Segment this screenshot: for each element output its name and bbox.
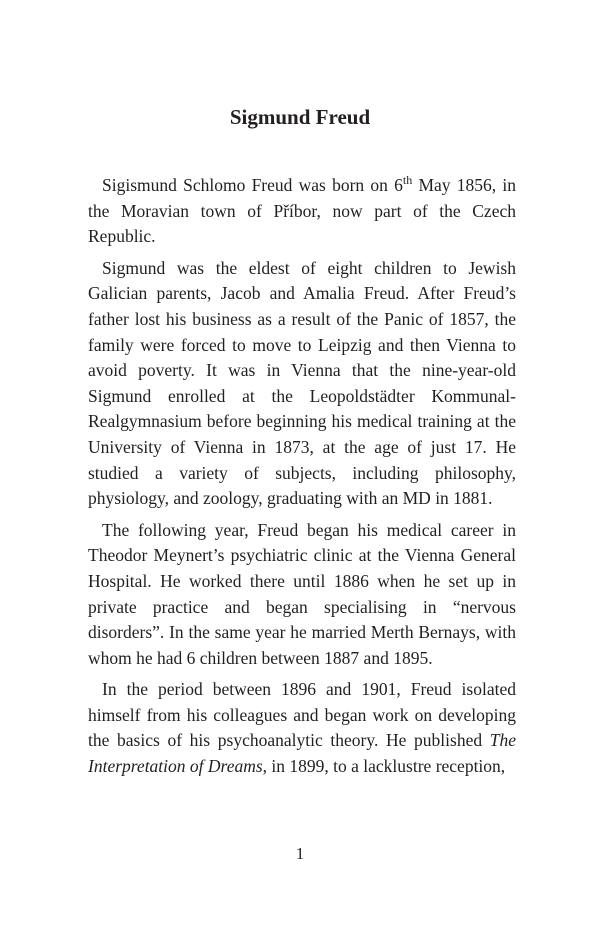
paragraph-education: Sigmund was the eldest of eight children to Jewish Galician parents, Jacob and Amalia Freud. After Freud’s father lost his business as a result of the Panic of 1857, the family were forced to move to Leipzig and then Vienna to avoid poverty. It was in Vienna that the nine-year-old Sigmund enrolled at the Leopoldstädter Kommunal-Realgymnasium before beginning his medical training at the University of Vienna in 1873, at the age of just 17. He studied a variety of subjects, including philosophy, physiology, and zoology, graduating with an MD in 1881. (88, 257, 516, 509)
chapter-title: Sigmund Freud (229, 105, 371, 129)
book-title-italic: The Interpretation of Dreams (88, 730, 516, 777)
paragraph-birth (88, 173, 516, 250)
paragraph-theory-text-a: In the period between 1896 and 1901, Freud isolated himself from his colleagues and began work on developing the basics of his psychoanalytic theory. He published (88, 679, 516, 751)
paragraph-theory (88, 677, 516, 779)
paragraph-career: The following year, Freud began his medical career in Theodor Meynert’s psychiatric clinic at the Vienna General Hospital. He worked there until 1886 when he set up in private practice and began specialising in “nervous disorders”. In the same year he married Merth Bernays, with whom he had 6 children between 1887 and 1895. (88, 519, 516, 668)
paragraph-birth-text-a: Sigismund Schlomo Freud was born on 6 (102, 175, 403, 195)
paragraph-birth-text-b: May 1856, in the Moravian town of Příbor, now part of the Czech Republic. (88, 175, 516, 247)
ordinal-superscript: th (402, 173, 413, 187)
body-text (88, 173, 516, 786)
paragraph-theory-text-b: , in 1899, to a lacklustre reception, (262, 756, 506, 777)
page-number: 1 (295, 844, 305, 863)
